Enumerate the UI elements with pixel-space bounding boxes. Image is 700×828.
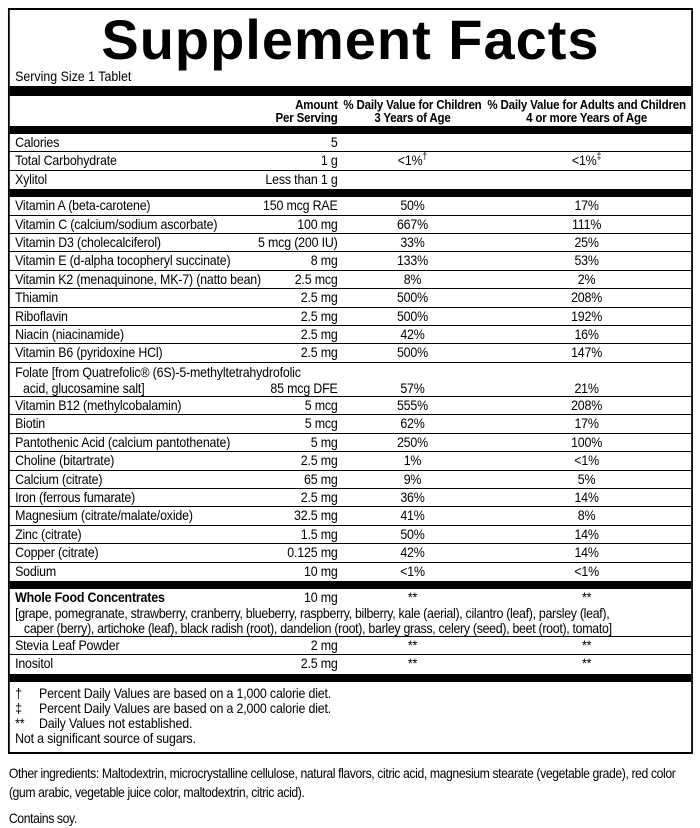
name-amount-cell [15, 216, 338, 233]
nutrient-name: Thiamin [15, 289, 58, 306]
footnote-text: Daily Values not established. [38, 714, 193, 731]
table-row [10, 362, 691, 396]
name-amount-cell [15, 563, 338, 580]
table-row [10, 325, 691, 343]
name-amount-cell [15, 415, 338, 432]
adults-dv-value [487, 234, 685, 251]
dv-value: 208% [571, 289, 603, 306]
children-dv-value [338, 655, 488, 672]
divider-bar-thick [10, 674, 691, 682]
dv-value: 17% [574, 197, 599, 214]
name-amount-cell [15, 380, 338, 396]
dv-value: 9% [403, 470, 422, 487]
table-row [10, 433, 691, 451]
col-header-children-dv [338, 98, 488, 124]
outside-text [8, 754, 700, 828]
amount-value: 5 mcg [304, 415, 338, 432]
nutrient-name: Vitamin E (d-alpha tocopheryl succinate) [15, 252, 231, 269]
footnote-text: Percent Daily Values are based on a 1,000 calorie diet. [38, 684, 332, 701]
dv-value: 500% [396, 289, 428, 306]
children-dv-value [338, 344, 488, 361]
amount-value: 2 mg [310, 636, 338, 653]
adults-dv-value [487, 526, 685, 543]
nutrient-name: Iron (ferrous fumarate) [15, 488, 136, 505]
dv-value: 50% [400, 197, 425, 214]
dv-value: <1% [574, 452, 599, 469]
table-row [10, 654, 691, 672]
amount-value: 0.125 mg [287, 544, 338, 561]
sub-ingredients-line: [grape, pomegranate, strawberry, cranberry, blueberry, raspberry, bilberry, kale (aerial), cilantro (leaf), parsley (leaf), [15, 605, 610, 622]
amount-value: 10 mg [304, 588, 338, 605]
dv-value: 25% [574, 234, 599, 251]
adults-dv-value [487, 271, 685, 288]
name-amount-cell [15, 637, 338, 654]
dv-value: 62% [400, 415, 425, 432]
amount-value: 5 mcg (200 IU) [258, 234, 338, 251]
divider-bar-thick [10, 86, 691, 96]
nutrient-name: Inositol [15, 655, 53, 672]
dv-value: ** [407, 636, 418, 653]
adults-dv-value [487, 544, 685, 561]
footnote-marker: ** [15, 714, 25, 731]
adults-dv-value [487, 507, 685, 524]
table-row [10, 134, 691, 151]
adults-dv-value [487, 471, 685, 488]
children-dv-value [338, 544, 488, 561]
children-dv-value [338, 308, 488, 325]
amount-value: 2.5 mcg [294, 270, 338, 287]
dv-value: 250% [396, 433, 428, 450]
col-header-line: Per Serving [275, 110, 338, 125]
footnote-text: Not a significant source of sugars. [15, 729, 196, 746]
amount-value: 100 mg [297, 215, 338, 232]
name-amount-cell [15, 308, 338, 325]
table-row [10, 451, 691, 469]
children-dv-value [338, 216, 488, 233]
amount-value: 2.5 mg [300, 344, 338, 361]
table-row [10, 288, 691, 306]
dv-value: ** [407, 655, 418, 672]
table-row [10, 488, 691, 506]
dv-value: <1% [397, 152, 423, 169]
divider-bar-thick [10, 126, 691, 134]
amount-value: 1.5 mg [300, 525, 338, 542]
dv-value: ** [581, 655, 592, 672]
nutrient-name: Sodium [15, 562, 57, 579]
children-dv-value [338, 526, 488, 543]
adults-dv-value [487, 216, 685, 233]
dv-value: 36% [400, 488, 425, 505]
amount-value: 2.5 mg [300, 307, 338, 324]
children-dv-value [338, 289, 488, 306]
table-row [10, 525, 691, 543]
footnote-text: Percent Daily Values are based on a 2,000 calorie diet. [38, 699, 332, 716]
nutrient-name: Calcium (citrate) [15, 470, 103, 487]
dv-value: 41% [400, 507, 425, 524]
nutrient-name: acid, glucosamine salt] [23, 379, 145, 396]
nutrient-name: Biotin [15, 415, 46, 432]
name-amount-cell [15, 152, 338, 169]
name-amount-cell [15, 507, 338, 524]
adults-dv-value [487, 197, 685, 214]
table-row [10, 197, 691, 214]
amount-value: 2.5 mg [300, 452, 338, 469]
other-ingredients-statement: Other ingredients: Maltodextrin, microcrystalline cellulose, natural flavors, citric acid, magnesium stearate (vegetable grade), red color (gum arabic, vegetable juice color, maltodextrin, citric acid). [8, 765, 676, 800]
table-row [10, 543, 691, 561]
dv-value: ** [581, 636, 592, 653]
adults-dv-value [487, 289, 685, 306]
panel-title: Supplement Facts [101, 8, 600, 71]
adults-dv-value [487, 563, 685, 580]
name-amount-cell [15, 397, 338, 414]
amount-value: 2.5 mg [300, 488, 338, 505]
amount-value: 32.5 mg [294, 507, 338, 524]
nutrient-name: Choline (bitartrate) [15, 452, 115, 469]
dv-value: 111% [572, 215, 602, 232]
name-amount-cell [15, 289, 338, 306]
adults-dv-value [487, 380, 685, 396]
adults-dv-value [487, 452, 685, 469]
amount-value: 10 mg [304, 562, 338, 579]
amount-value: 8 mg [310, 252, 338, 269]
amount-value: 2.5 mg [300, 289, 338, 306]
dv-value: 192% [571, 307, 603, 324]
children-dv-value [338, 589, 488, 606]
table-row [10, 506, 691, 524]
amount-value: 150 mcg RAE [263, 197, 338, 214]
name-amount-cell [15, 452, 338, 469]
dv-value: 147% [571, 344, 603, 361]
footnotes [15, 682, 686, 748]
dv-value: 14% [574, 544, 599, 561]
amount-value: Less than 1 g [265, 170, 338, 187]
table-row [10, 270, 691, 288]
nutrient-name: Vitamin A (beta-carotene) [15, 197, 151, 214]
dv-value: 50% [400, 525, 425, 542]
adults-dv-value [487, 655, 685, 672]
amount-value: 5 mcg [304, 396, 338, 413]
dv-value: 133% [396, 252, 428, 269]
name-amount-cell [15, 234, 338, 251]
nutrient-name: Copper (citrate) [15, 544, 99, 561]
adults-dv-value [487, 637, 685, 654]
dv-value: <1% [571, 152, 597, 169]
col-header-line: 4 or more Years of Age [526, 110, 648, 125]
footnote-marker: † [15, 684, 22, 701]
children-dv-value [338, 197, 488, 214]
nutrient-name: Vitamin B12 (methylcobalamin) [15, 396, 182, 413]
nutrient-name: Vitamin D3 (cholecalciferol) [15, 234, 161, 251]
footnote-line [15, 701, 686, 716]
dv-value: 42% [400, 326, 425, 343]
nutrient-name: Vitamin C (calcium/sodium ascorbate) [15, 215, 218, 232]
dv-value: 1% [403, 452, 422, 469]
nutrient-name: Niacin (niacinamide) [15, 326, 124, 343]
table-row-line2 [15, 380, 686, 396]
nutrient-name: Vitamin K2 (menaquinone, MK-7) (natto bean) [15, 270, 261, 287]
children-dv-value [338, 637, 488, 654]
name-amount-cell [15, 252, 338, 269]
nutrient-name: Whole Food Concentrates [15, 588, 165, 605]
col-header-line: 3 Years of Age [374, 110, 451, 125]
children-dv-value [338, 471, 488, 488]
dv-value: 2% [577, 270, 596, 287]
table-row [10, 251, 691, 269]
table-row [10, 215, 691, 233]
footnote-line [15, 686, 686, 701]
dv-value: 57% [400, 379, 425, 396]
dv-value: 33% [400, 234, 425, 251]
adults-dv-value [487, 589, 685, 606]
sub-ingredients-line: caper (berry), artichoke (leaf), black radish (root), dandelion (root), barley grass, celery (seed), beet (root), tomato] [23, 620, 612, 637]
col-header-line: % Daily Value for Adults and Children [487, 97, 686, 112]
children-dv-value [338, 234, 488, 251]
dv-value: 100% [571, 433, 603, 450]
amount-value: 65 mg [304, 470, 338, 487]
dv-value: 16% [574, 326, 599, 343]
dv-value: 5% [577, 470, 596, 487]
name-amount-cell [15, 271, 338, 288]
nutrient-name: Magnesium (citrate/malate/oxide) [15, 507, 193, 524]
nutrient-rows [15, 134, 686, 682]
adults-dv-value [487, 344, 685, 361]
table-row [10, 589, 691, 606]
adults-dv-value [487, 397, 685, 414]
children-dv-value [338, 563, 488, 580]
children-dv-value [338, 326, 488, 343]
col-header-amount [15, 98, 338, 124]
children-dv-value [338, 434, 488, 451]
dv-value: 21% [574, 379, 599, 396]
table-row [10, 470, 691, 488]
dv-value: 8% [577, 507, 596, 524]
nutrient-name: Folate [from Quatrefolic® (6S)-5-methyltetrahydrofolic [15, 363, 301, 380]
table-row [10, 307, 691, 325]
name-amount-cell [15, 434, 338, 451]
dv-value: ** [581, 588, 592, 605]
adults-dv-value [487, 152, 685, 169]
nutrient-name: Xylitol [15, 170, 47, 187]
children-dv-value [338, 489, 488, 506]
table-row [10, 170, 691, 188]
dv-value: 14% [574, 525, 599, 542]
table-row [10, 636, 691, 654]
dv-footnote-marker: † [422, 151, 428, 163]
dv-value: 500% [396, 344, 428, 361]
adults-dv-value [487, 434, 685, 451]
children-dv-value [338, 452, 488, 469]
dv-value: <1% [574, 562, 599, 579]
table-row [10, 562, 691, 580]
table-row [10, 414, 691, 432]
adults-dv-value [487, 489, 685, 506]
dv-value: 17% [574, 415, 599, 432]
nutrient-name: Stevia Leaf Powder [15, 636, 120, 653]
amount-value: 2.5 mg [300, 655, 338, 672]
name-amount-cell [15, 171, 338, 188]
name-amount-cell [15, 544, 338, 561]
name-amount-cell [15, 655, 338, 672]
children-dv-value [338, 415, 488, 432]
contains-statement: Contains soy. [8, 810, 77, 826]
dv-footnote-marker: ‡ [596, 151, 602, 163]
nutrient-name: Pantothenic Acid (calcium pantothenate) [15, 433, 231, 450]
name-amount-cell [15, 489, 338, 506]
dv-value: 208% [571, 396, 603, 413]
table-row [10, 396, 691, 414]
divider-bar-thick [10, 581, 691, 589]
nutrient-name: Total Carbohydrate [15, 152, 117, 169]
name-amount-cell [15, 134, 338, 151]
col-header-line: % Daily Value for Children [343, 97, 482, 112]
name-amount-cell [15, 344, 338, 361]
amount-value: 1 g [320, 152, 338, 169]
children-dv-value [338, 380, 488, 396]
table-row [10, 151, 691, 169]
name-amount-cell [15, 526, 338, 543]
adults-dv-value [487, 415, 685, 432]
table-row [10, 343, 691, 361]
adults-dv-value [487, 326, 685, 343]
dv-value: 555% [396, 396, 428, 413]
children-dv-value [338, 152, 488, 169]
children-dv-value [338, 507, 488, 524]
supplement-facts-panel [8, 8, 693, 754]
dv-value: 42% [400, 544, 425, 561]
dv-value: ** [407, 588, 418, 605]
nutrient-name: Riboflavin [15, 307, 68, 324]
name-amount-cell [15, 326, 338, 343]
adults-dv-value [487, 252, 685, 269]
footnote-marker: ‡ [15, 699, 22, 716]
children-dv-value [338, 271, 488, 288]
nutrient-name: Zinc (citrate) [15, 525, 82, 542]
divider-bar-thick [10, 189, 691, 197]
nutrient-name: Calories [15, 134, 60, 150]
col-header-line: Amount [295, 97, 338, 112]
name-amount-cell [15, 471, 338, 488]
column-headers [15, 96, 686, 125]
dv-value: 53% [574, 252, 599, 269]
amount-value: 5 [330, 134, 338, 150]
amount-value: 85 mcg DFE [270, 379, 338, 396]
amount-value: 5 mg [310, 433, 338, 450]
adults-dv-value [487, 308, 685, 325]
nutrient-name: Vitamin B6 (pyridoxine HCl) [15, 344, 163, 361]
dv-value: <1% [400, 562, 425, 579]
serving-size: Serving Size 1 Tablet [15, 68, 132, 84]
children-dv-value [338, 397, 488, 414]
amount-value: 2.5 mg [300, 326, 338, 343]
dv-value: 500% [396, 307, 428, 324]
dv-value: 667% [396, 215, 428, 232]
name-amount-cell [15, 197, 338, 214]
children-dv-value [338, 252, 488, 269]
footnote-line [15, 716, 686, 731]
col-header-adults-dv [487, 98, 685, 124]
name-amount-cell [15, 589, 338, 606]
table-row [10, 233, 691, 251]
sub-ingredients [10, 606, 691, 636]
footnote-line [15, 731, 686, 746]
dv-value: 8% [403, 270, 422, 287]
dv-value: 14% [574, 488, 599, 505]
